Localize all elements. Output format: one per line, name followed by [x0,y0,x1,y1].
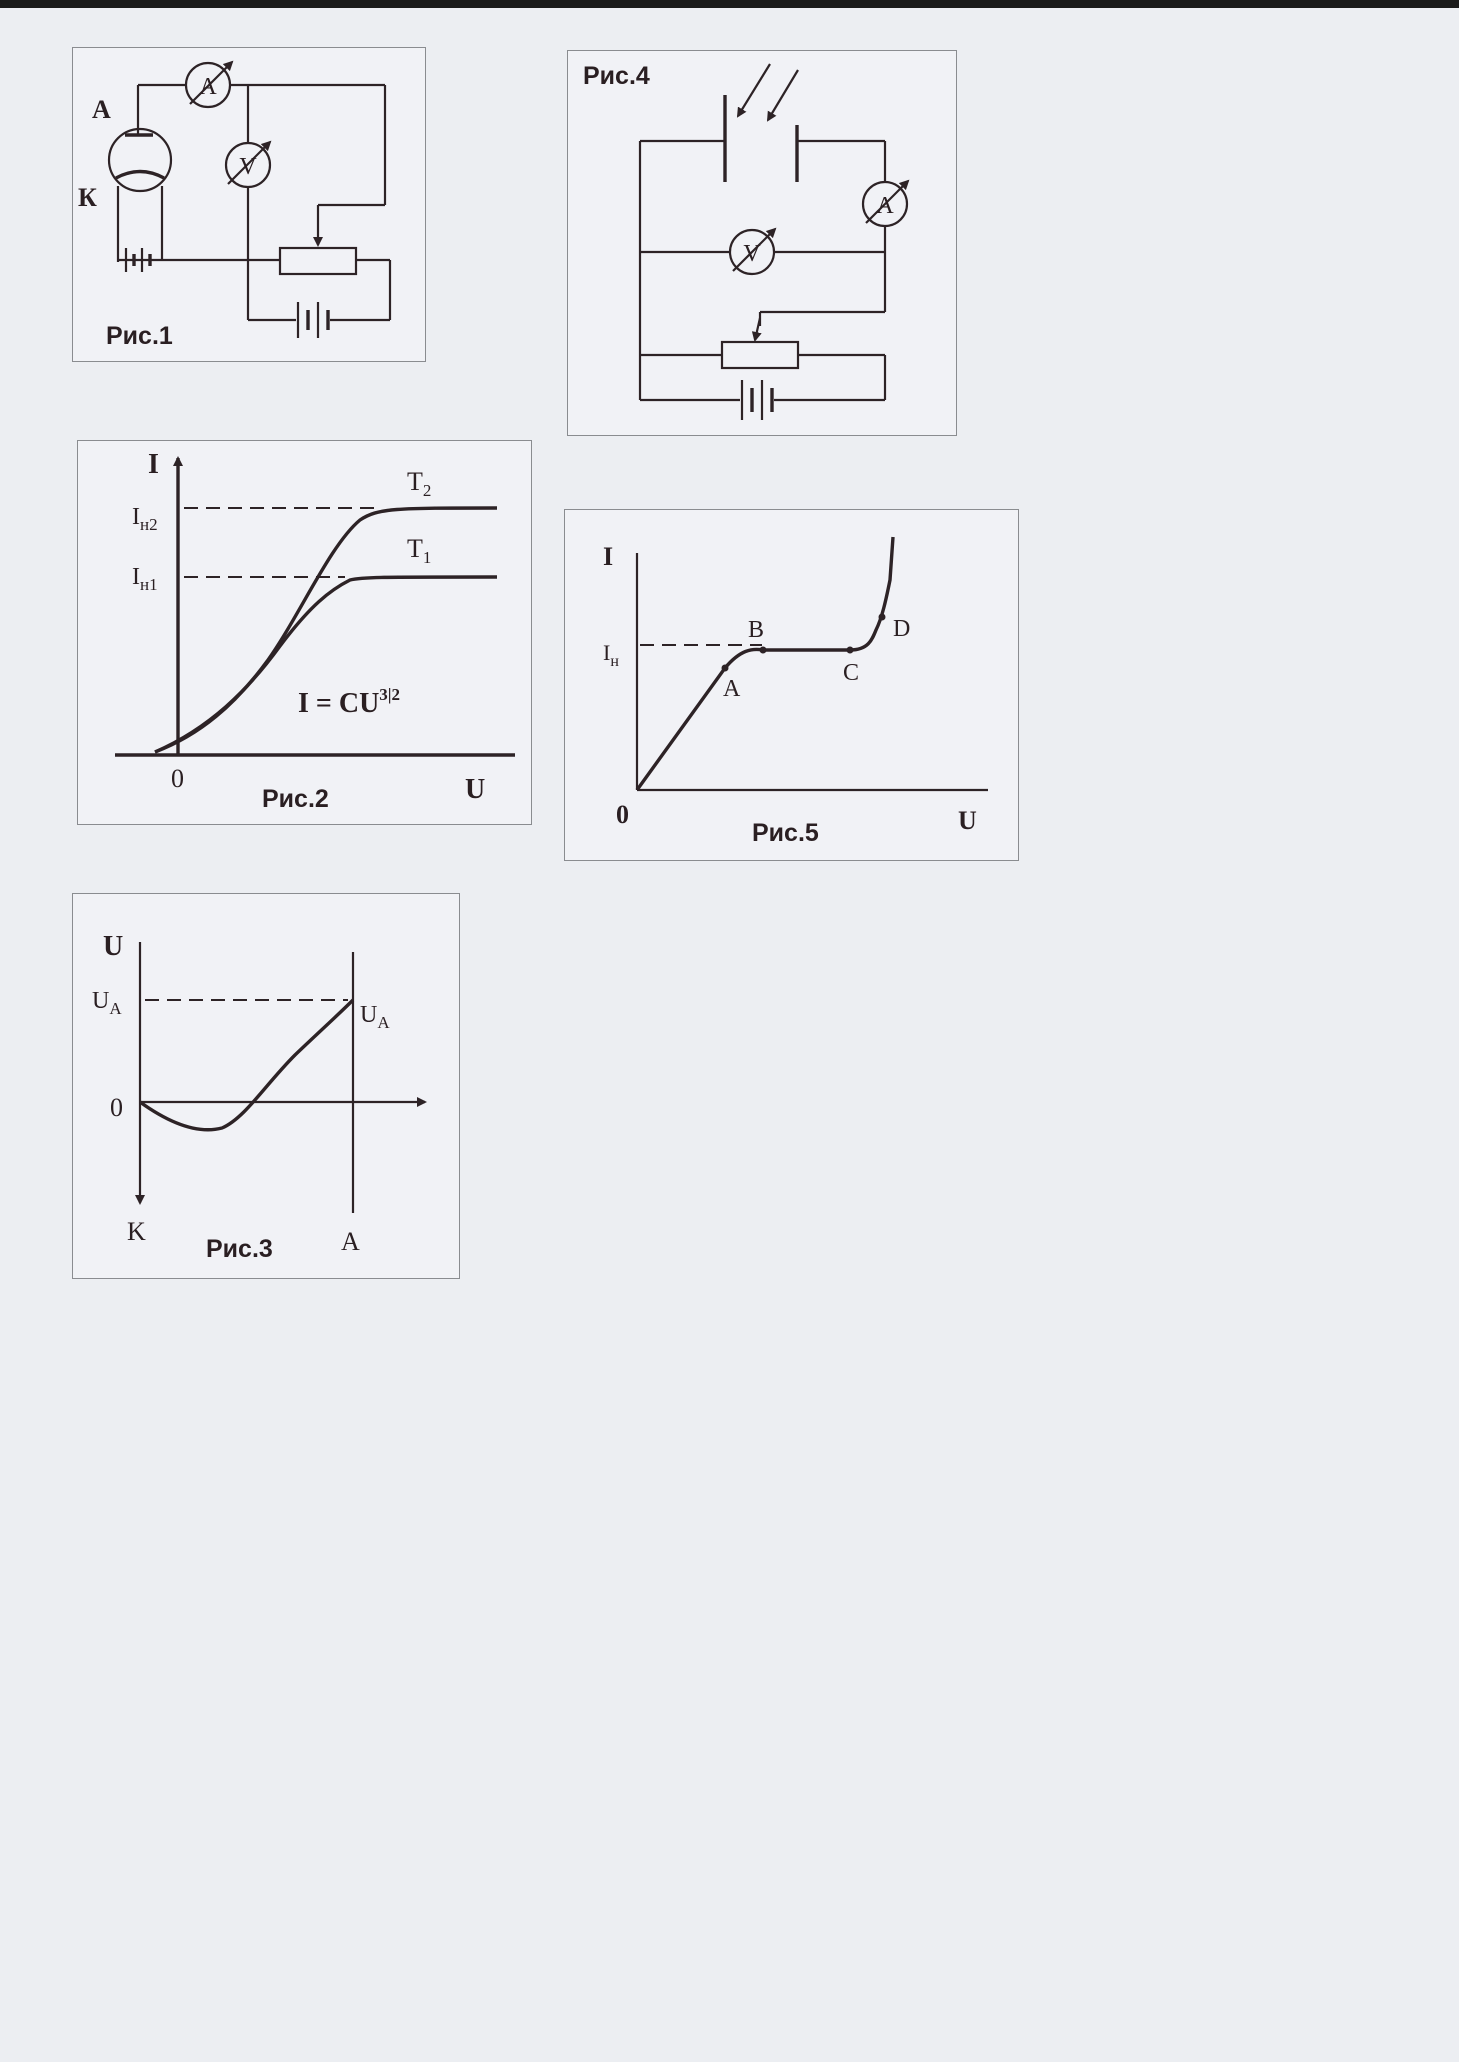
fig2-origin: 0 [171,764,184,793]
fig5-point-c: C [843,660,860,686]
light-rays-icon [738,64,798,120]
fig5-point-d-marker [879,614,886,621]
fig3-potential-curve [140,1000,353,1130]
fig5-saturation-label: $I_н$ [603,640,619,670]
photocell-icon [725,95,797,182]
fig5-point-c-marker [847,647,854,654]
rheostat-icon [280,248,356,274]
filament-battery-icon [118,248,162,272]
fig1-cathode-label: К [78,183,97,212]
fig4-rheostat-icon [722,342,798,368]
fig4-ammeter-icon [863,181,908,226]
fig3-origin: 0 [110,1093,123,1122]
fig3-y-label: U [103,931,124,962]
fig1-caption: Рис.1 [106,322,173,350]
fig2-formula: $I = CU^{3|2}$ [298,685,401,719]
fig5-graph [603,537,988,847]
fig4-ammeter-label: A [876,193,894,219]
vacuum-tube-icon [109,85,171,260]
fig1-voltmeter-label: V [239,154,257,180]
fig4-battery-icon [742,380,772,420]
fig2-curve-t2-label: $T_2$ [407,467,432,500]
fig1-diagram [78,62,390,350]
fig4-voltmeter-icon [730,229,775,274]
fig2-curve-t1-label: $T_1$ [407,534,432,567]
fig1-anode-label: А [92,95,111,124]
fig5-point-a-marker [722,665,729,672]
fig2-graph [115,449,515,813]
fig2-x-label: U [465,774,486,805]
fig2-sat-high-label: $I_{н2}$ [132,504,158,534]
fig3-caption: Рис.3 [206,1235,273,1263]
ammeter-icon [186,62,232,107]
fig5-origin: 0 [616,800,629,829]
voltmeter-icon [226,142,270,187]
fig5-point-d: D [893,616,911,642]
fig5-point-b: B [748,617,765,643]
fig4-voltmeter-label: V [743,241,761,267]
fig3-graph [92,931,425,1263]
fig3-anode-label: A [341,1227,360,1256]
fig5-point-a: A [723,676,741,702]
anode-battery-icon [298,302,328,338]
fig3-cathode-label: K [127,1217,146,1246]
fig2-y-label: I [148,449,159,480]
fig4-caption: Рис.4 [583,62,650,90]
fig2-caption: Рис.2 [262,785,329,813]
fig5-caption: Рис.5 [752,819,819,847]
fig5-point-b-marker [760,647,767,654]
fig5-x-label: U [958,806,977,835]
fig4-diagram [583,62,908,420]
cathode-filament [116,172,164,179]
fig1-ammeter-label: A [199,74,217,100]
fig2-sat-low-label: $I_{н1}$ [132,564,158,594]
fig3-anode-level-right: $U_A$ [360,1002,390,1032]
fig5-y-label: I [603,542,614,571]
fig3-anode-level-left: $U_A$ [92,988,122,1018]
